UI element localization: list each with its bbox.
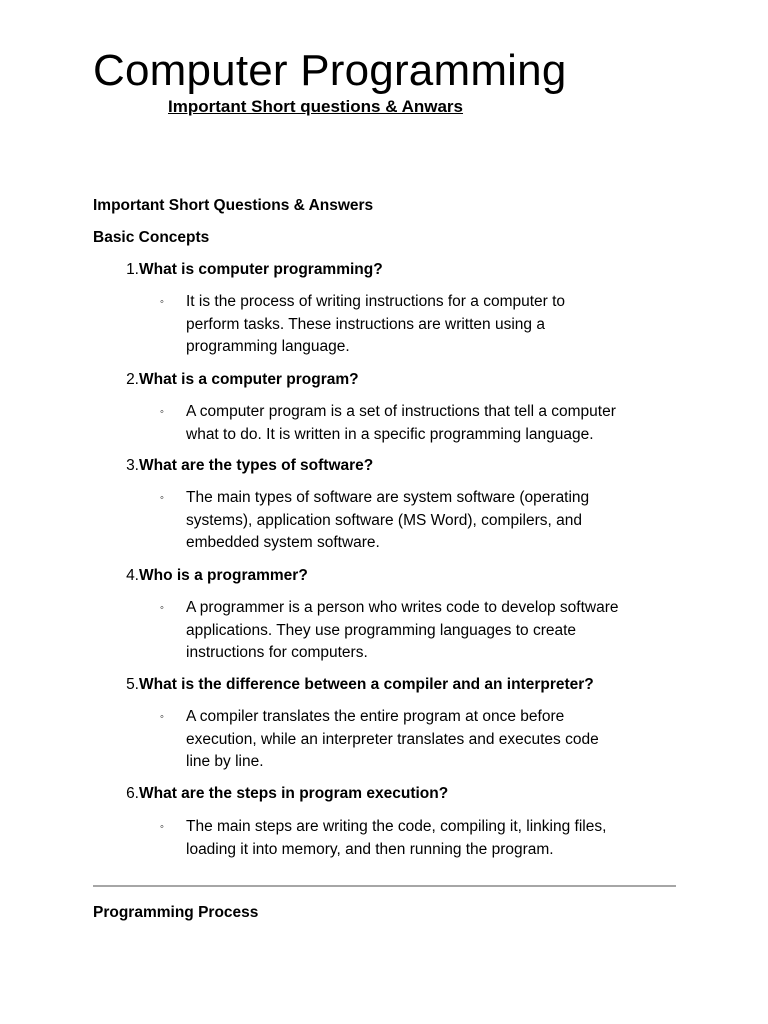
answer-text xyxy=(186,401,681,446)
answer-line: A compiler translates the entire program at once before xyxy=(186,708,565,725)
question-item xyxy=(114,566,308,586)
question-item xyxy=(114,370,359,390)
answer-item xyxy=(160,401,660,446)
answer-line: A computer program is a set of instructions that tell a computer xyxy=(186,403,616,420)
question-number: 4. xyxy=(126,567,139,584)
question-number: 1. xyxy=(126,261,139,278)
question-text: What are the steps in program execution? xyxy=(139,785,449,802)
answer-item xyxy=(160,816,660,861)
question-item xyxy=(114,456,374,476)
answer-text xyxy=(186,816,681,861)
subsection-heading: Basic Concepts xyxy=(93,229,210,246)
answer-line: The main types of software are system software (operating xyxy=(186,489,590,506)
section-heading: Important Short Questions & Answers xyxy=(93,197,374,214)
answer-line: line by line. xyxy=(186,753,264,770)
answer-line: instructions for computers. xyxy=(186,644,368,661)
answer-text xyxy=(186,487,681,555)
bullet-icon: ◦ xyxy=(160,492,164,504)
bullet-icon: ◦ xyxy=(160,406,164,418)
answer-text xyxy=(186,291,681,359)
answer-item xyxy=(160,291,660,359)
question-text: What are the types of software? xyxy=(139,457,374,474)
question-text: What is the difference between a compiler and an interpreter? xyxy=(139,676,594,693)
answer-item xyxy=(160,597,660,665)
answer-line: execution, while an interpreter translates and executes code xyxy=(186,730,599,748)
question-text: What is computer programming? xyxy=(139,261,383,278)
answer-line: applications. They use programming languages to create xyxy=(186,621,577,639)
answer-line: The main steps are writing the code, compiling it, linking files, xyxy=(186,818,607,835)
question-number: 5. xyxy=(126,676,139,693)
question-text: What is a computer program? xyxy=(139,371,359,388)
bullet-icon: ◦ xyxy=(160,296,164,308)
question-item xyxy=(114,784,449,804)
bullet-icon: ◦ xyxy=(160,711,164,723)
question-number: 6. xyxy=(126,785,139,802)
document-title: Computer Programming xyxy=(93,46,567,95)
next-section-heading: Programming Process xyxy=(93,904,259,921)
answer-line: programming language. xyxy=(186,338,350,355)
answer-item xyxy=(160,487,660,555)
answer-line: loading it into memory, and then running the program. xyxy=(186,840,554,858)
question-item xyxy=(114,260,383,280)
answer-text xyxy=(186,597,681,665)
document-subtitle: Important Short questions & Anwars xyxy=(168,97,464,116)
question-item xyxy=(114,675,594,695)
question-number: 3. xyxy=(126,457,139,474)
bullet-icon: ◦ xyxy=(160,602,164,614)
question-text: Who is a programmer? xyxy=(139,567,308,584)
answer-line: what to do. It is written in a specific programming language. xyxy=(186,425,594,443)
answer-line: systems), application software (MS Word), compilers, and xyxy=(186,511,582,529)
answer-line: It is the process of writing instructions for a computer to xyxy=(186,293,566,310)
answer-item xyxy=(160,706,660,774)
answer-line: A programmer is a person who writes code to develop software xyxy=(186,599,619,616)
answer-text xyxy=(186,706,681,774)
question-number: 2. xyxy=(126,371,139,388)
bullet-icon: ◦ xyxy=(160,821,164,833)
answer-line: perform tasks. These instructions are written using a xyxy=(186,315,545,333)
answer-line: embedded system software. xyxy=(186,534,380,551)
horizontal-divider xyxy=(93,885,676,887)
